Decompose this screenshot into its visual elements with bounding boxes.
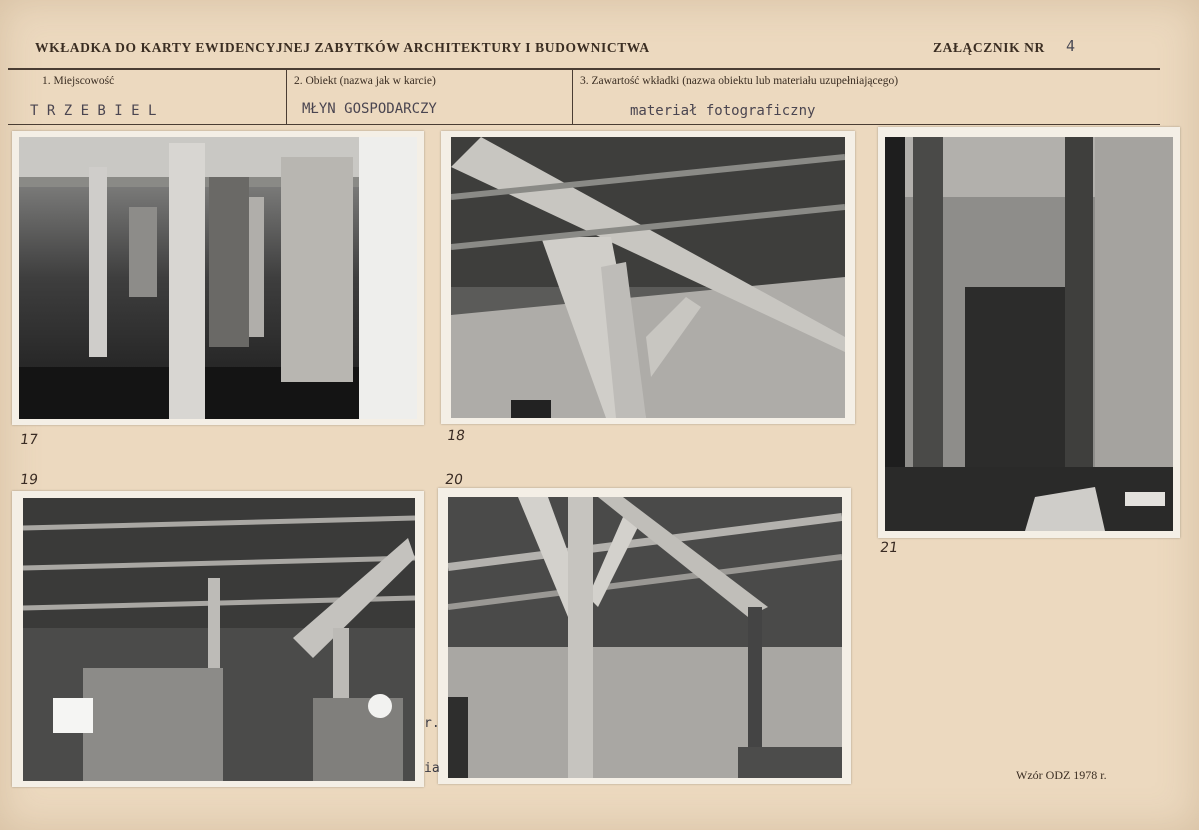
object-value: MŁYN GOSPODARCZY [302,101,437,117]
covered-text-fragment-2: ia [424,761,440,776]
photo-17-image [19,137,417,419]
photo-17 [12,131,424,425]
object-label: 2. Obiekt (nazwa jak w karcie) [294,75,436,87]
photo-number-19: 19 [18,472,39,488]
card-title: WKŁADKA DO KARTY EWIDENCYJNEJ ZABYTKÓW ARCHITEKTURY I BUDOWNICTWA [35,40,650,55]
photo-21-image [885,137,1173,531]
photo-number-18: 18 [445,428,466,444]
photo-number-21: 21 [878,540,899,556]
header-rule [8,68,1160,70]
attachment-label: ZAŁĄCZNIK NR [933,40,1045,55]
photo-19 [12,491,424,787]
content-label: 3. Zawartość wkładki (nazwa obiektu lub materiału uzupełniającego) [580,75,899,87]
attachment-number: 4 [1066,37,1076,55]
photo-20-image [448,497,842,778]
photo-number-20: 20 [443,472,464,488]
photo-21 [878,127,1180,538]
locality-value: T R Z E B I E L [30,103,157,119]
fields-rule [8,124,1160,125]
content-value: materiał fotograficzny [630,103,816,119]
photo-19-image [23,498,415,781]
locality-label: 1. Miejscowość [42,75,115,87]
photo-18 [441,131,855,424]
photo-number-17: 17 [18,432,39,448]
form-template-label: Wzór ODZ 1978 r. [1016,768,1107,782]
photo-20 [438,488,851,784]
photo-18-image [451,137,845,418]
field-divider-2 [572,70,573,124]
field-divider-1 [286,70,287,124]
covered-text-fragment-1: r. [424,716,440,731]
